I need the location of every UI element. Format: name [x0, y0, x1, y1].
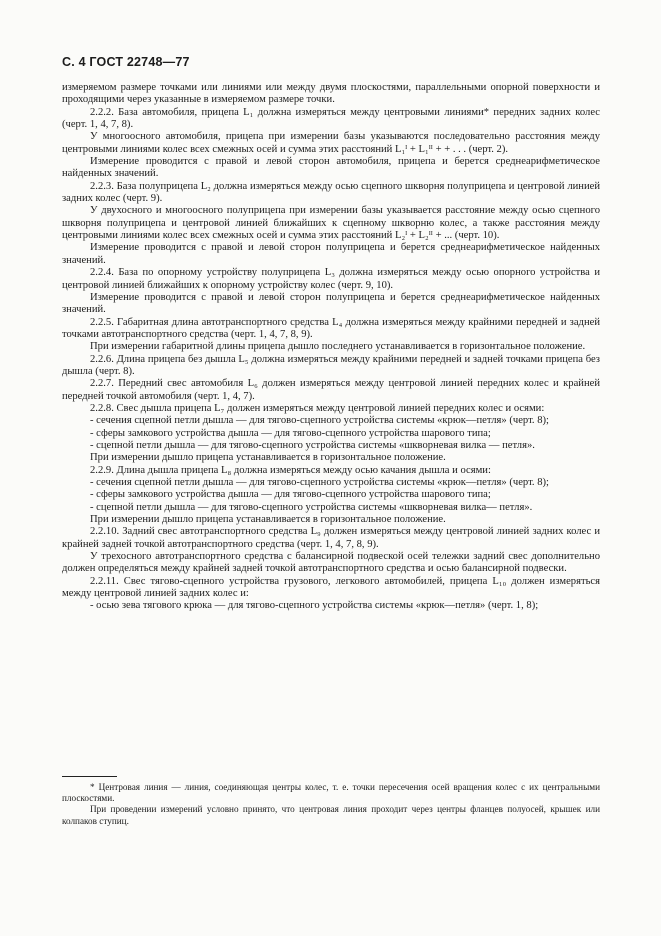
paragraph: - сцепной петли дышла — для тягово-сцепного устройства системы «шкворневая вилка— петля».: [90, 501, 533, 513]
paragraph: измеряемом размере точками или линиями или между двумя плоскостями, параллельными опорной поверхности и проходящими через указанные в измеряемом размере точки.: [62, 82, 600, 106]
paragraph: 2.2.7. Передний свес автомобиля L₆ должен измеряться между центровой линией передних колес и крайней передней точкой автомобиля (черт. 1, 4, 7).: [62, 378, 600, 402]
paragraph: 2.2.5. Габаритная длина автотранспортного средства L₄ должна измеряться между крайними передней и задней точками автотранспортного средства (черт. 1, 4, 7, 8, 9).: [62, 316, 600, 340]
paragraph: У многоосного автомобиля, прицепа при измерении базы указываются последовательно расстояния между центровыми линиями колес всех смежных осей и сумма этих расстояний L₁ᴵ + L₁ᴵᴵ + + . . . (черт. 2).: [62, 131, 600, 155]
paragraph: При измерении дышло прицепа устанавливается в горизонтальное положение.: [90, 452, 446, 464]
footnote: При проведении измерений условно принято, что центровая линия проходит через центры фланцев полуосей, крышек или колпаков ступиц.: [62, 804, 600, 826]
paragraph: - осью зева тягового крюка — для тягово-сцепного устройства системы «крюк—петля» (черт. 1, 8);: [90, 600, 539, 612]
paragraph: Измерение проводится с правой и левой сторон полуприцепа и берется среднеарифметическое найденных значений.: [62, 291, 600, 316]
paragraph: При измерении габаритной длины прицепа дышло последнего устанавливается в горизонтальное положение.: [90, 341, 586, 353]
paragraph: 2.2.3. База полуприцепа L₂ должна измеряться между осью сцепного шкворня полуприцепа и центровой линией задних колес (черт. 9).: [62, 180, 600, 205]
paragraph: 2.2.9. Длина дышла прицепа L₈ должна измеряться между осью качания дышла и осями:: [90, 464, 491, 476]
document-body: [62, 82, 600, 613]
footnote-divider: [62, 776, 117, 777]
paragraph: - сечения сцепной петли дышла — для тягово-сцепного устройства системы «крюк—петля» (черт. 8);: [90, 477, 549, 488]
paragraph: Измерение проводится с правой и левой сторон автомобиля, прицепа и берется среднеарифметическое найденных значений.: [62, 156, 600, 180]
footnotes: [62, 782, 600, 827]
paragraph: При измерении дышло прицепа устанавливается в горизонтальное положение.: [90, 514, 446, 526]
paragraph: У трехосного автотранспортного средства с балансирной подвеской осей тележки задний свес дополнительно должен определяться между крайней задней точкой автотранспортного средства и осью балансирной подвески.: [62, 551, 600, 575]
paragraph: 2.2.2. База автомобиля, прицепа L₁ должна измеряться между центровыми линиями* передних задних колес (черт. 1, 4, 7, 8).: [62, 106, 600, 131]
paragraph: Измерение проводится с правой и левой сторон полуприцепа и берется среднеарифметическое найденных значений.: [62, 242, 600, 266]
paragraph: - сцепной петли дышла — для тягово-сцепного устройства системы «шкворневая вилка — петля».: [90, 439, 535, 451]
paragraph: - сферы замкового устройства дышла — для тягово-сцепного устройства шарового типа;: [90, 427, 491, 439]
paragraph: 2.2.4. База по опорному устройству полуприцепа L₃ должна измеряться между осью опорного устройства и центровой линией ближайших к опорному устройству колес (черт. 9, 10).: [62, 267, 600, 291]
paragraph: 2.2.11. Свес тягово-сцепного устройства грузового, легкового автомобилей, прицепа L₁₀ должен измеряться между центровой линией задних колес и:: [62, 575, 600, 600]
footnote: * Центровая линия — линия, соединяющая центры колес, т. е. точки пересечения осей вращения колес с их центральными плоскостями.: [62, 782, 600, 804]
paragraph: У двухосного и многоосного полуприцепа при измерении базы указывается расстояние между осью сцепного шкворня полуприцепа и центровой линией ближайших к сцепному шкворню колес, а также расстояния между центровыми линиями колес всех смежных осей и сумма этих расстояний L₂ᴵ + L₂ᴵᴵ + ... (черт. 10).: [62, 205, 600, 242]
page-header: С. 4 ГОСТ 22748—77: [62, 55, 190, 69]
paragraph: - сечения сцепной петли дышла — для тягово-сцепного устройства системы «крюк—петля» (черт. 8);: [90, 415, 549, 427]
paragraph: - сферы замкового устройства дышла — для тягово-сцепного устройства шарового типа;: [90, 489, 491, 501]
paragraph: 2.2.6. Длина прицепа без дышла L₅ должна измеряться между крайними передней и задней точками прицепа без дышла (черт. 8).: [62, 353, 600, 377]
paragraph: 2.2.10. Задний свес автотранспортного средства L₉ должен измеряться между центровой линией задних колес и крайней задней точкой автотранспортного средства (черт. 1, 4, 7, 8, 9).: [62, 526, 600, 550]
paragraph: 2.2.8. Свес дышла прицепа L₇ должен измеряться между центровой линией передних колес и осями:: [90, 402, 545, 414]
